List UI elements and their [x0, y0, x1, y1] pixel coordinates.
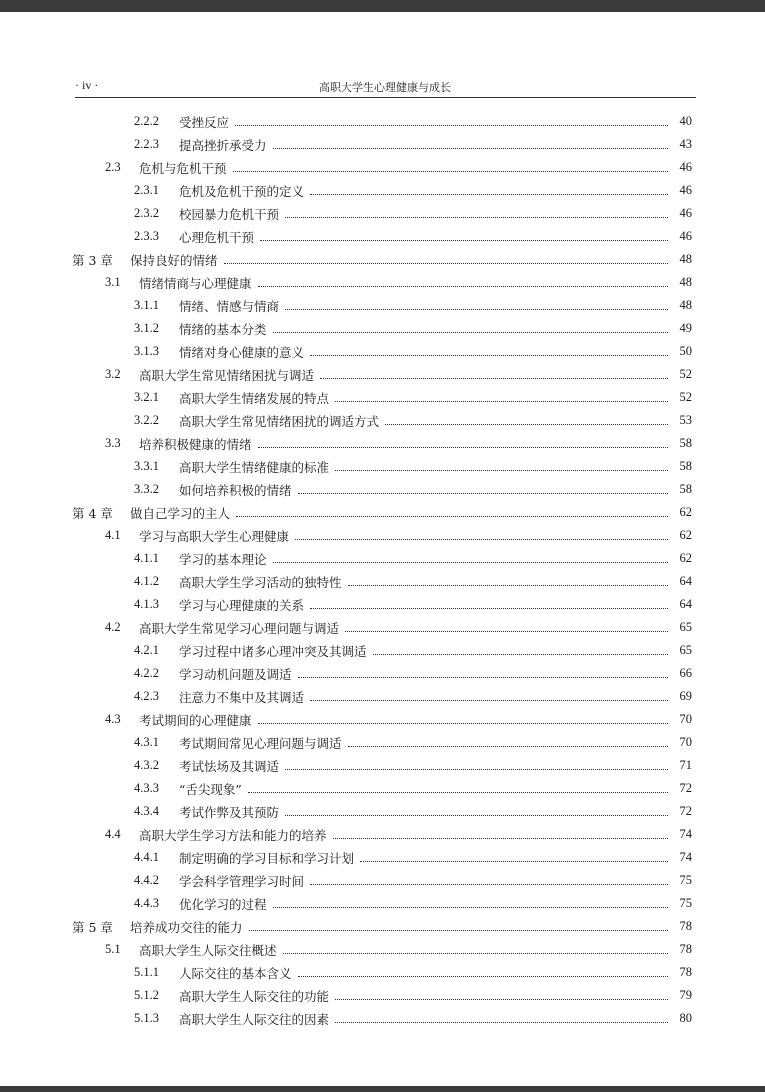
toc-page-number: 62: [679, 551, 692, 565]
toc-entry-title: 情绪、情感与情商: [179, 298, 280, 314]
toc-subsection[interactable]: [72, 547, 692, 570]
toc-subsection[interactable]: [72, 202, 692, 225]
toc-section[interactable]: [72, 616, 692, 639]
toc-entry-number: 第 5 章: [72, 919, 113, 935]
toc-section[interactable]: [72, 823, 692, 846]
toc-subsection[interactable]: [72, 386, 692, 409]
toc-entry-title: 注意力不集中及其调适: [179, 689, 305, 705]
toc-entry-title: 高职大学生情绪发展的特点: [179, 390, 330, 406]
viewer-bottom-bar: [0, 1086, 765, 1092]
toc-entry-title: 校园暴力危机干预: [179, 206, 280, 222]
toc-entry-title: 考试作弊及其预防: [179, 804, 280, 820]
running-title: 高职大学生心理健康与成长: [319, 81, 451, 94]
dot-leader: [335, 470, 668, 471]
dot-leader: [258, 286, 668, 287]
toc-page-number: 62: [679, 505, 692, 519]
toc-page-number: 40: [679, 114, 692, 128]
dot-leader: [348, 746, 668, 747]
toc-page-number: 75: [679, 873, 692, 887]
toc-page-number: 65: [679, 620, 692, 634]
toc-entry-number: 4.3.3: [134, 781, 159, 795]
toc-entry-number: 2.3: [105, 160, 121, 174]
toc-entry-number: 2.3.2: [134, 206, 159, 220]
toc-subsection[interactable]: [72, 478, 692, 501]
dot-leader: [335, 401, 668, 402]
toc-page-number: 46: [679, 229, 692, 243]
toc-page-number: 46: [679, 206, 692, 220]
toc-page-number: 58: [679, 436, 692, 450]
toc-page-number: 64: [679, 597, 692, 611]
toc-entry-number: 第 4 章: [72, 505, 113, 521]
dot-leader: [285, 815, 668, 816]
toc-page-number: 74: [679, 850, 692, 864]
dot-leader: [310, 355, 668, 356]
toc-entry-number: 3.1.2: [134, 321, 159, 335]
table-of-contents: [72, 110, 692, 1030]
toc-subsection[interactable]: [72, 593, 692, 616]
toc-section[interactable]: [72, 363, 692, 386]
dot-leader: [295, 539, 668, 540]
toc-entry-title: 高职大学生常见情绪困扰的调适方式: [179, 413, 380, 429]
toc-entry-title: 受挫反应: [179, 114, 230, 130]
toc-entry-number: 3.1: [105, 275, 121, 289]
toc-page-number: 66: [679, 666, 692, 680]
dot-leader: [310, 700, 668, 701]
toc-page-number: 48: [679, 298, 692, 312]
toc-page-number: 74: [679, 827, 692, 841]
toc-entry-number: 3.3: [105, 436, 121, 450]
dot-leader: [310, 884, 668, 885]
dot-leader: [285, 309, 668, 310]
toc-entry-title: 考试期间的心理健康: [139, 712, 252, 728]
toc-entry-title: 提高挫折承受力: [179, 137, 267, 153]
toc-subsection[interactable]: [72, 800, 692, 823]
toc-entry-title: 危机与危机干预: [139, 160, 227, 176]
toc-page-number: 70: [679, 712, 692, 726]
toc-page-number: 50: [679, 344, 692, 358]
toc-entry-number: 4.1.3: [134, 597, 159, 611]
toc-entry-title: 学会科学管理学习时间: [179, 873, 305, 889]
toc-entry-title: 学习与心理健康的关系: [179, 597, 305, 613]
dot-leader: [236, 516, 668, 517]
toc-entry-number: 4.2.1: [134, 643, 159, 657]
dot-leader: [298, 976, 668, 977]
toc-subsection[interactable]: [72, 731, 692, 754]
toc-entry-title: 考试期间常见心理问题与调适: [179, 735, 342, 751]
page-number: · iv ·: [75, 78, 99, 92]
toc-page-number: 70: [679, 735, 692, 749]
dot-leader: [248, 792, 668, 793]
toc-entry-number: 4.3.2: [134, 758, 159, 772]
toc-subsection[interactable]: [72, 777, 692, 800]
dot-leader: [310, 194, 668, 195]
toc-entry-title: 学习的基本理论: [179, 551, 267, 567]
toc-chapter[interactable]: [72, 501, 692, 524]
toc-entry-title: 学习与高职大学生心理健康: [139, 528, 290, 544]
toc-entry-title: 高职大学生人际交往的因素: [179, 1011, 330, 1027]
dot-leader: [258, 447, 668, 448]
toc-entry-number: 3.1.1: [134, 298, 159, 312]
toc-entry-title: 如何培养积极的情绪: [179, 482, 292, 498]
toc-section[interactable]: [72, 708, 692, 731]
toc-entry-number: 4.4.1: [134, 850, 159, 864]
toc-entry-number: 4.4: [105, 827, 121, 841]
toc-entry-number: 4.2: [105, 620, 121, 634]
toc-entry-number: 3.1.3: [134, 344, 159, 358]
toc-entry-number: 2.3.3: [134, 229, 159, 243]
dot-leader: [258, 723, 668, 724]
toc-page-number: 46: [679, 160, 692, 174]
toc-subsection[interactable]: [72, 984, 692, 1007]
toc-page-number: 71: [679, 758, 692, 772]
toc-entry-number: 3.2.2: [134, 413, 159, 427]
toc-entry-number: 3.2.1: [134, 390, 159, 404]
dot-leader: [310, 608, 668, 609]
dot-leader: [360, 861, 668, 862]
toc-entry-number: 3.3.2: [134, 482, 159, 496]
toc-page-number: 72: [679, 781, 692, 795]
toc-entry-number: 5.1: [105, 942, 121, 956]
toc-page-number: 62: [679, 528, 692, 542]
toc-subsection[interactable]: [72, 869, 692, 892]
toc-entry-title: “舌尖现象”: [179, 781, 242, 797]
toc-page-number: 79: [679, 988, 692, 1002]
toc-section[interactable]: [72, 156, 692, 179]
toc-entry-title: 高职大学生常见情绪困扰与调适: [139, 367, 315, 383]
toc-page-number: 48: [679, 275, 692, 289]
toc-entry-number: 4.2.3: [134, 689, 159, 703]
toc-entry-title: 优化学习的过程: [179, 896, 267, 912]
toc-entry-title: 高职大学生学习活动的独特性: [179, 574, 342, 590]
toc-page-number: 58: [679, 482, 692, 496]
toc-subsection[interactable]: [72, 662, 692, 685]
toc-chapter[interactable]: [72, 248, 692, 271]
toc-page-number: 46: [679, 183, 692, 197]
toc-subsection[interactable]: [72, 639, 692, 662]
dot-leader: [333, 838, 668, 839]
dot-leader: [298, 677, 668, 678]
toc-page-number: 75: [679, 896, 692, 910]
toc-page-number: 78: [679, 919, 692, 933]
toc-entry-number: 4.1.1: [134, 551, 159, 565]
toc-entry-title: 保持良好的情绪: [130, 252, 218, 268]
dot-leader: [273, 562, 668, 563]
toc-subsection[interactable]: [72, 570, 692, 593]
toc-entry-number: 5.1.3: [134, 1011, 159, 1025]
toc-subsection[interactable]: [72, 961, 692, 984]
toc-entry-title: 情绪的基本分类: [179, 321, 267, 337]
dot-leader: [273, 148, 668, 149]
toc-entry-title: 情绪对身心健康的意义: [179, 344, 305, 360]
toc-chapter[interactable]: [72, 915, 692, 938]
toc-entry-number: 4.1: [105, 528, 121, 542]
toc-entry-title: 高职大学生人际交往的功能: [179, 988, 330, 1004]
toc-entry-number: 第 3 章: [72, 252, 113, 268]
dot-leader: [283, 953, 668, 954]
toc-page-number: 78: [679, 942, 692, 956]
toc-subsection[interactable]: [72, 110, 692, 133]
toc-subsection[interactable]: [72, 294, 692, 317]
toc-page-number: 72: [679, 804, 692, 818]
toc-entry-number: 4.3.1: [134, 735, 159, 749]
toc-entry-title: 情绪情商与心理健康: [139, 275, 252, 291]
toc-subsection[interactable]: [72, 754, 692, 777]
toc-entry-title: 危机及危机干预的定义: [179, 183, 305, 199]
toc-entry-number: 2.2.2: [134, 114, 159, 128]
toc-page-number: 53: [679, 413, 692, 427]
toc-page-number: 43: [679, 137, 692, 151]
toc-entry-number: 5.1.2: [134, 988, 159, 1002]
toc-subsection[interactable]: [72, 685, 692, 708]
toc-section[interactable]: [72, 271, 692, 294]
dot-leader: [348, 585, 668, 586]
toc-entry-title: 制定明确的学习目标和学习计划: [179, 850, 355, 866]
toc-entry-title: 高职大学生常见学习心理问题与调适: [139, 620, 340, 636]
toc-entry-number: 3.3.1: [134, 459, 159, 473]
toc-subsection[interactable]: [72, 892, 692, 915]
toc-entry-title: 心理危机干预: [179, 229, 255, 245]
toc-page-number: 52: [679, 390, 692, 404]
dot-leader: [345, 631, 668, 632]
toc-subsection[interactable]: [72, 409, 692, 432]
toc-entry-number: 4.4.3: [134, 896, 159, 910]
dot-leader: [273, 332, 668, 333]
toc-page-number: 48: [679, 252, 692, 266]
toc-subsection[interactable]: [72, 455, 692, 478]
dot-leader: [373, 654, 668, 655]
toc-entry-number: 2.3.1: [134, 183, 159, 197]
toc-page-number: 69: [679, 689, 692, 703]
dot-leader: [273, 907, 668, 908]
toc-entry-title: 培养成功交往的能力: [130, 919, 243, 935]
toc-section[interactable]: [72, 432, 692, 455]
toc-subsection[interactable]: [72, 317, 692, 340]
toc-entry-number: 4.1.2: [134, 574, 159, 588]
dot-leader: [224, 263, 668, 264]
toc-entry-number: 5.1.1: [134, 965, 159, 979]
toc-entry-title: 人际交往的基本含义: [179, 965, 292, 981]
dot-leader: [285, 217, 668, 218]
viewer-top-bar: [0, 0, 765, 12]
toc-entry-number: 4.3.4: [134, 804, 159, 818]
toc-page-number: 52: [679, 367, 692, 381]
dot-leader: [235, 125, 668, 126]
toc-subsection[interactable]: [72, 179, 692, 202]
toc-entry-title: 学习过程中诸多心理冲突及其调适: [179, 643, 367, 659]
toc-page-number: 64: [679, 574, 692, 588]
toc-entry-number: 4.2.2: [134, 666, 159, 680]
toc-subsection[interactable]: [72, 846, 692, 869]
toc-entry-title: 做自己学习的主人: [130, 505, 231, 521]
dot-leader: [385, 424, 668, 425]
toc-page-number: 58: [679, 459, 692, 473]
dot-leader: [335, 999, 668, 1000]
toc-section[interactable]: [72, 938, 692, 961]
dot-leader: [298, 493, 668, 494]
toc-subsection[interactable]: [72, 340, 692, 363]
toc-page-number: 80: [679, 1011, 692, 1025]
toc-entry-title: 学习动机问题及调适: [179, 666, 292, 682]
toc-entry-title: 高职大学生人际交往概述: [139, 942, 277, 958]
toc-page-number: 65: [679, 643, 692, 657]
toc-entry-number: 3.2: [105, 367, 121, 381]
toc-subsection[interactable]: [72, 1007, 692, 1030]
toc-page-number: 78: [679, 965, 692, 979]
toc-entry-number: 4.3: [105, 712, 121, 726]
dot-leader: [320, 378, 668, 379]
dot-leader: [285, 769, 668, 770]
toc-subsection[interactable]: [72, 225, 692, 248]
toc-entry-title: 考试怯场及其调适: [179, 758, 280, 774]
toc-entry-number: 2.2.3: [134, 137, 159, 151]
toc-entry-title: 高职大学生学习方法和能力的培养: [139, 827, 327, 843]
toc-page-number: 49: [679, 321, 692, 335]
dot-leader: [335, 1022, 668, 1023]
toc-entry-title: 培养积极健康的情绪: [139, 436, 252, 452]
toc-section[interactable]: [72, 524, 692, 547]
dot-leader: [233, 171, 668, 172]
page-header: [75, 78, 696, 98]
toc-entry-number: 4.4.2: [134, 873, 159, 887]
dot-leader: [260, 240, 668, 241]
toc-subsection[interactable]: [72, 133, 692, 156]
dot-leader: [249, 930, 668, 931]
toc-entry-title: 高职大学生情绪健康的标准: [179, 459, 330, 475]
